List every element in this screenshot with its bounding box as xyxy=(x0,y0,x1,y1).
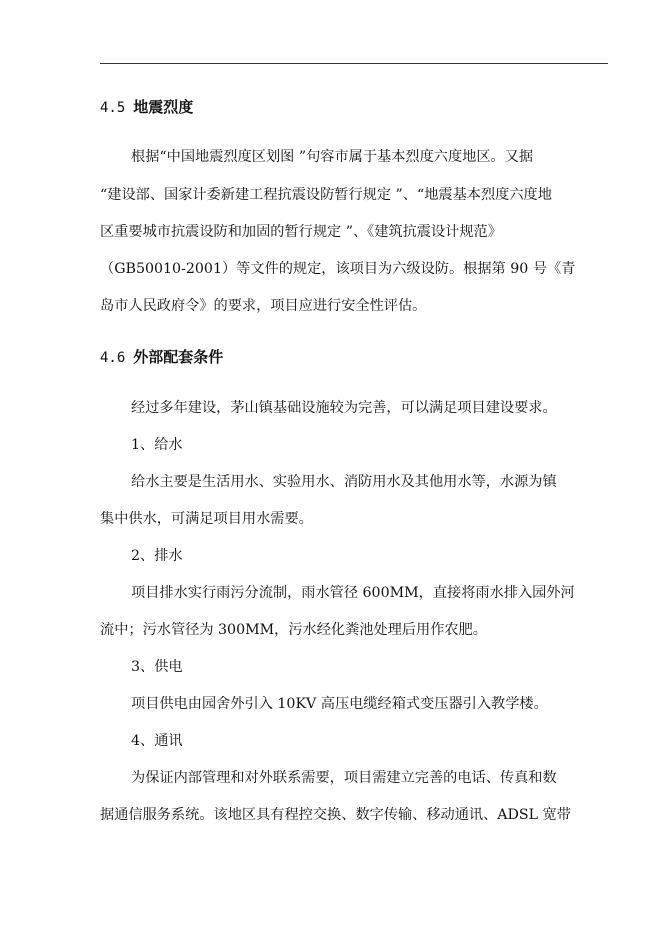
intro-line: 经过多年建设，茅山镇基础设施较为完善，可以满足项目建设要求。 xyxy=(131,400,557,416)
section-heading-4-5 xyxy=(100,97,193,118)
section-number: 4.5 xyxy=(100,100,126,116)
section-title: 外部配套条件 xyxy=(133,348,224,366)
paragraph-line: 根据“中国地震烈度区划图 ”句容市属于基本烈度六度地区。又据 xyxy=(131,149,534,165)
paragraph-line: 集中供水，可满足项目用水需要。 xyxy=(100,511,313,527)
paragraph-line: 给水主要是生活用水、实验用水、消防用水及其他用水等，水源为镇 xyxy=(131,474,557,490)
paragraph-line: 项目供电由园舍外引入 10KV 高压电缆经箱式变压器引入教学楼。 xyxy=(131,696,548,712)
paragraph-line: “建设部、国家计委新建工程抗震设防暂行规定 ”、“地震基本烈度六度地 xyxy=(100,187,552,203)
item-label-drainage: 2、排水 xyxy=(131,548,183,564)
paragraph-line: （GB50010-2001）等文件的规定，该项目为六级设防。根据第 90 号《青 xyxy=(100,261,576,277)
paragraph-line: 项目排水实行雨污分流制，雨水管径 600MM，直接将雨水排入园外河 xyxy=(131,585,575,601)
section-number: 4.6 xyxy=(100,350,126,366)
paragraph-line: 为保证内部管理和对外联系需要，项目需建立完善的电话、传真和数 xyxy=(131,770,557,786)
item-label-telecom: 4、通讯 xyxy=(131,733,183,749)
paragraph-line: 区重要城市抗震设防和加固的暂行规定 ”、《建筑抗震设计规范》 xyxy=(100,224,502,240)
section-heading-4-6 xyxy=(100,347,223,368)
item-label-water-supply: 1、给水 xyxy=(131,437,183,453)
header-rule xyxy=(100,63,608,64)
paragraph-line: 岛市人民政府令》的要求，项目应进行安全性评估。 xyxy=(100,298,427,314)
paragraph-line: 据通信服务系统。该地区具有程控交换、数字传输、移动通讯、ADSL 宽带 xyxy=(100,807,571,823)
item-label-power-supply: 3、供电 xyxy=(131,659,183,675)
paragraph-line: 流中；污水管径为 300MM，污水经化粪池处理后用作农肥。 xyxy=(100,622,487,638)
section-title: 地震烈度 xyxy=(133,98,194,116)
